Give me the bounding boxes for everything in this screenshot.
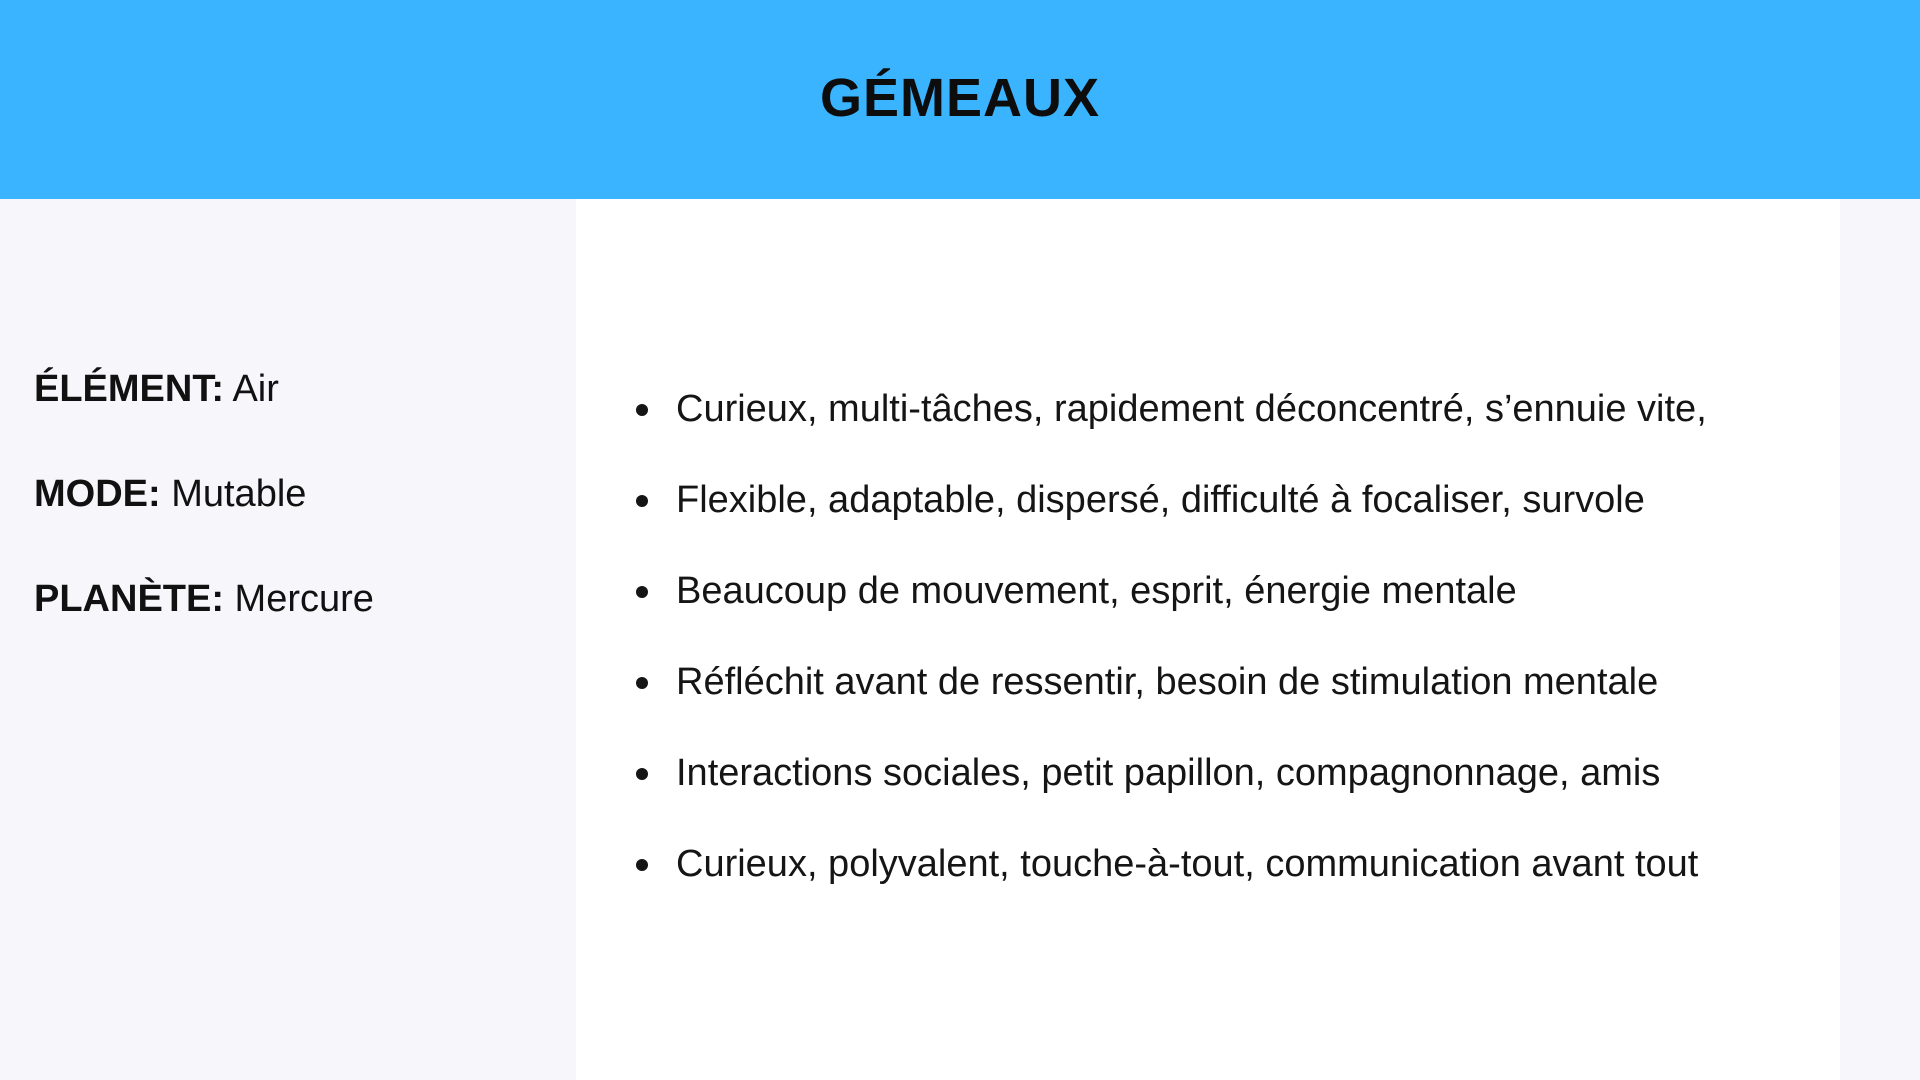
list-item (636, 819, 1707, 910)
trait-text: Réfléchit avant de ressentir, besoin de stimulation mentale (676, 661, 1659, 703)
mode-value: Mutable (160, 473, 307, 515)
mode-attribute (34, 472, 306, 516)
bullet-icon (636, 768, 648, 780)
trait-text: Flexible, adaptable, dispersé, difficulté à focaliser, survole (676, 479, 1645, 521)
trait-text: Interactions sociales, petit papillon, compagnonnage, amis (676, 752, 1661, 794)
bullet-icon (636, 677, 648, 689)
element-attribute (34, 367, 279, 411)
element-value: Air (224, 368, 279, 410)
right-margin-strip (1840, 199, 1920, 1080)
list-item (636, 728, 1707, 819)
list-item (636, 637, 1707, 728)
traits-list (636, 364, 1707, 910)
header-banner (0, 0, 1920, 199)
mode-label: MODE: (34, 473, 161, 515)
trait-text: Curieux, polyvalent, touche-à-tout, communication avant tout (676, 843, 1699, 885)
bullet-icon (636, 586, 648, 598)
planet-label: PLANÈTE: (34, 578, 224, 620)
trait-text: Curieux, multi-tâches, rapidement déconcentré, s’ennuie vite, (676, 388, 1707, 430)
bullet-icon (636, 404, 648, 416)
trait-text: Beaucoup de mouvement, esprit, énergie mentale (676, 570, 1517, 612)
element-label: ÉLÉMENT: (34, 368, 224, 410)
attributes-panel (0, 199, 576, 1080)
bullet-icon (636, 859, 648, 871)
bullet-icon (636, 495, 648, 507)
list-item (636, 364, 1707, 455)
planet-value: Mercure (224, 578, 374, 620)
page-title: GÉMEAUX (819, 67, 1101, 128)
list-item (636, 546, 1707, 637)
list-item (636, 455, 1707, 546)
planet-attribute (34, 577, 374, 621)
